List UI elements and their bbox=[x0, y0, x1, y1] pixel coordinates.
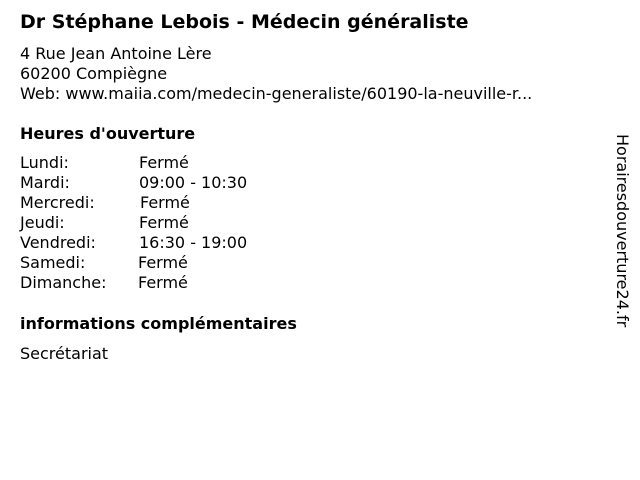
day-label: Lundi: bbox=[20, 153, 69, 172]
hours-value: 16:30 - 19:00 bbox=[139, 233, 248, 252]
hours-value: Fermé bbox=[138, 253, 188, 272]
day-label: Mercredi: bbox=[20, 193, 95, 212]
info-heading: informations complémentaires bbox=[20, 314, 297, 333]
hours-value: Fermé bbox=[138, 273, 188, 292]
info-text: Secrétariat bbox=[20, 344, 109, 363]
address-block bbox=[20, 44, 532, 104]
day-label: Dimanche: bbox=[20, 273, 107, 292]
hours-value: Fermé bbox=[139, 213, 189, 232]
day-label: Jeudi: bbox=[20, 213, 65, 232]
city-address: 60200 Compiègne bbox=[20, 64, 168, 83]
page-title: Dr Stéphane Lebois - Médecin généraliste bbox=[20, 11, 469, 33]
hours-value: 09:00 - 10:30 bbox=[139, 173, 248, 192]
street-address: 4 Rue Jean Antoine Lère bbox=[20, 44, 212, 63]
day-label: Vendredi: bbox=[20, 233, 96, 252]
hours-value: Fermé bbox=[139, 153, 189, 172]
hours-value: Fermé bbox=[140, 193, 190, 212]
website-link[interactable]: Web: www.maiia.com/medecin-generaliste/60190-la-neuville-r... bbox=[20, 84, 533, 103]
day-label: Samedi: bbox=[20, 253, 86, 272]
brand-watermark: Horairesdouverture24.fr bbox=[613, 134, 632, 328]
day-label: Mardi: bbox=[20, 173, 70, 192]
hours-heading: Heures d'ouverture bbox=[20, 124, 196, 143]
